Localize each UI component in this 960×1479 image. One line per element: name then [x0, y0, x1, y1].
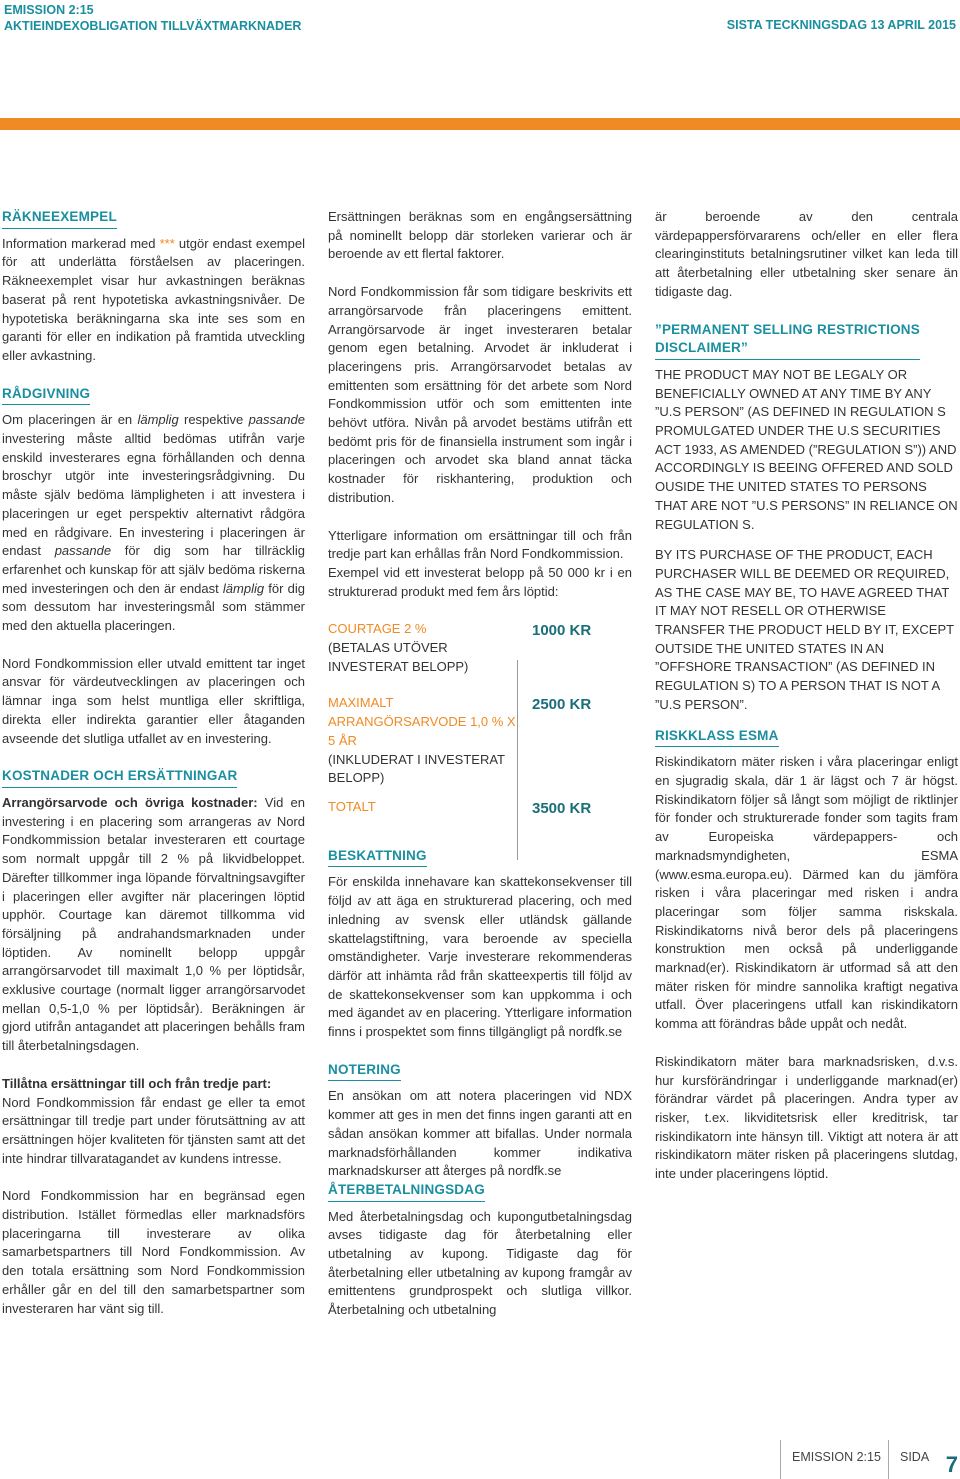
paragraph-risk-1: Riskindikatorn mäter risken i våra placeringar enligt en sjugradig skala, där 1 är lägst och 7 är högst. Riskindikatorn följer så långt som möjligt de riktlinjer för fonder och strukturerade fonder som tagits fram av Europeiska värdepappers- och marknadsmyndigheten, ESMA (www.esma.europa.eu). Därmed kan du jämföra risken i våra placeringar med risken i andra placeringar som följer samma riskskala. Riskindikatorns nivå beror dels på placeringens konstruktion men också på underliggande marknad(er). Riskindikatorn är utformad så att den mäter risken för mindre sannolika kraftigt negativa utfall. Över placeringens utfall kan riskindikatorn komma att förändras både uppåt och nedåt. — [655, 754, 958, 1032]
paragraph-ersattning-2: Nord Fondkommission får som tidigare beskrivits ett arrangörsarvode från placeringens emittent. Arrangörsarvode är inget investeraren betalar genom egen betalning. Arvodet är inkluderat i placeringens pris. Arrangörsarvodet betalas av emittenten som ersättning för det arbete som Nord Fondkommission utför och som emittenten inte behövt utföra. Nivån på arvodet bestäms utifrån ett bedömt pris för de finansiella instrument som ingår i placeringen och arvodet ska bland annat täcka kostnader för riskhantering, produktion och distribution. — [328, 284, 632, 505]
fee-value: 1000 KR — [532, 622, 592, 640]
paragraph-rakneexempel: Information markerad med *** utgör endast exempel för att underlätta förståelsen av placeringen. Räkneexemplet visar hur avkastningen beräknas baserat på rent hypotetiska avkastningsnivåer. De hypotetiska beräkningarna ska inte ses som en garanti för eller en indikation på framtida utveckling eller avkastning. — [2, 235, 305, 363]
column-left — [2, 208, 305, 1318]
product-title: AKTIEINDEXOBLIGATION TILLVÄXTMARKNADER — [4, 19, 302, 33]
paragraph-kostnader: Arrangörsarvode och övriga kostnader: Vid en investering i en placering som arrangeras av Nord Fondkommission betalar investeraren ett courtage som normalt uppgår till 2 % på likvidbeloppet. Därefter tillkommer inga löpande förvaltningsavgifter i placeringen eller avgifter när placeringen löptid upphör. Courtage kan däremot tillkomma vid försäljning på andrahandsmarknaden under löptiden. Av nominellt belopp uppgår arrangörsarvodet till maximalt 1,0 % per löptidsår, exklusive courtage (normalt ligger arrangörsarvodet mellan 0,5-1,0 % per löptidsår). Beräkningen är gjord utifrån antagandet att placeringen behålls fram till återbetalningsdagen. — [2, 794, 305, 1054]
paragraph-beskattning: För enskilda innehavare kan skattekonsekvenser till följd av att äga en strukturerad placering, och med inledning av svensk eller utländsk gällande skattelagstiftning, vara beroende av speciella omständigheter. Varje investerare rekommenderas därför att inhämta råd från skatteexpertis till följd av de skattekonsekvenser som kan uppkomma i och med ägandet av en placering. Ytterligare information finns i prospektet som finns tillgängligt på nordfk.se — [328, 874, 632, 1040]
paragraph-disclaimer: Nord Fondkommission eller utvald emittent tar inget ansvar för värdeutvecklingen av placeringen och lämnar inga som helst muntliga eller skriftliga, direkta eller indirekta garantier eller åtaganden avseende det slutliga utfallet av en investering. — [2, 655, 305, 746]
fee-label: MAXIMALT ARRANGÖRSARVODE 1,0 % X 5 ÅR — [328, 695, 516, 748]
page-header — [0, 0, 960, 40]
header-left — [4, 2, 301, 34]
fee-sublabel: (INKLUDERAT I INVESTERAT BELOPP) — [328, 751, 505, 786]
paragraph-notering: En ansökan om att notera placeringen vid NDX kommer att ges in men det finns ingen garanti att en sådan ansökan kommer att bifallas. Under normala marknadsförhållanden kommer indikativa marknadskurser att återges på nordfk.se — [328, 1088, 632, 1179]
heading-rakneexempel: RÄKNEEXEMPEL — [2, 208, 117, 229]
column-middle — [328, 208, 632, 1320]
paragraph-tillatna: Tillåtna ersättningar till och från tredje part: Nord Fondkommission får endast ge eller ta emot ersättningar till tredje part under förutsättning av att ersättningen höjer kvaliteten för tjänsten samt att det inte hindrar tillvaratagandet av kundens intresse. — [2, 1075, 305, 1166]
paragraph-restrictions-1: THE PRODUCT MAY NOT BE LEGALY OR BENEFICIALLY OWNED AT ANY TIME BY ANY ”U.S PERSON” (AS DEFINED IN REGULATION S PROMULGATED UNDER THE U.S SECURITIES ACT 1933, AS AMENDED (”REGULATION S”)) AND ACCORDINGLY IS BEEING OFFERED AND SOLD OUSIDE THE UNITED STATES TO PERSONS THAT ARE NOT ”U.S PERSONS” IN RELIANCE ON REGULATION S. — [655, 366, 958, 532]
page-footer — [780, 1440, 960, 1479]
fee-row-courtage — [328, 620, 632, 684]
fee-row-totalt — [328, 798, 632, 819]
fee-table-divider — [517, 660, 518, 860]
orange-divider-bar — [0, 118, 960, 130]
heading-notering: NOTERING — [328, 1061, 401, 1082]
fee-value: 2500 KR — [532, 696, 592, 714]
fee-row-arrangorsarvode — [328, 694, 632, 788]
fee-example-table — [328, 620, 632, 818]
paragraph-ersattning-3: Ytterligare information om ersättningar till och från tredje part kan erhållas från Nord Fondkommission. — [328, 527, 632, 562]
selling-restrictions-text — [655, 366, 958, 715]
column-right — [655, 208, 958, 1184]
paragraph-ersattning-4: Exempel vid ett investerat belopp på 50 000 kr i en strukturerad produkt med fem års löptid: — [328, 564, 632, 599]
heading-radgivning: RÅDGIVNING — [2, 385, 90, 406]
paragraph-restrictions-2: BY ITS PURCHASE OF THE PRODUCT, EACH PURCHASER WILL BE DEEMED OR REQUIRED, AS THE CASE MAY BE, TO HAVE AGREED THAT IT MAY NOT RESELL OR OTHERWISE TRANSFER THE PRODUCT HELD BY IT, EXCEPT OUTSIDE THE UNITED STATES IN AN ”OFFSHORE TRANSACTION” (AS DEFINED IN REGULATION S) TO A PERSON THAT IS NOT A ”U.S PERSON”. — [655, 547, 954, 712]
fee-label: TOTALT — [328, 798, 376, 814]
footer-page-label: SIDA — [900, 1450, 930, 1464]
footer-series: EMISSION 2:15 — [792, 1450, 881, 1464]
fee-sublabel: (BETALAS UTÖVER INVESTERAT BELOPP) — [328, 640, 469, 674]
paragraph-radgivning: Om placeringen är en lämplig respektive passande investering måste alltid bedömas utifrån varje enskild investerares egna förhållanden och denna broschyr utgör inte investeringsrådgivning. Du måste själv bedöma lämpligheten i att investera i placeringen ur eget perspektiv alternativt rådgöra med en rådgivare. En investering i placeringen är endast passande för dig som har tillräcklig erfarenhet och kunskap för att själv bedöma riskerna med investeringen och den är endast lämplig för dig som dessutom har investeringsmål som stämmer med den aktuella placeringen. — [2, 412, 305, 634]
paragraph-ersattning-1: Ersättningen beräknas som en engångsersättning på nominellt belopp där storleken varierar och är beroende av ett flertal faktorer. — [328, 209, 632, 262]
series-title: EMISSION 2:15 — [4, 3, 94, 17]
paragraph-distribution: Nord Fondkommission har en begränsad egen distribution. Istället förmedlas eller marknadsförs placeringarna till investerare av olika samarbetspartners till Nord Fondkommission. Av den totala ersättning som Nord Fondkommission erhåller går en del till den samarbetspartner som investeraren har vänt sig till. — [2, 1188, 305, 1316]
paragraph-risk-2: Riskindikatorn mäter bara marknadsrisken, d.v.s. hur kursförändringar i underliggande marknad(er) förändrar värdet på placeringen. Andra typer av risker, t.ex. likviditetsrisk eller kreditrisk, tar riskindikatorn inte hänsyn till. Viktigt att notera är att riskindikatorn mäter risken på placeringens slutdag, inte under placeringens löptid. — [655, 1053, 958, 1182]
last-subscription-day: SISTA TECKNINGSDAG 13 APRIL 2015 — [726, 18, 956, 32]
heading-permanent-selling: ”PERMANENT SELLING RESTRICTIONS DISCLAIMER” — [655, 321, 920, 360]
fee-label: COURTAGE 2 % — [328, 621, 427, 637]
paragraph-aterbetalningsdag: Med återbetalningsdag och kupongutbetalningsdag avses tidigaste dag för återbetalning eller utbetalning av kupong. Tidigaste dag för återbetalning eller utbetalning av kupong framgår av emittentens grundprospekt och slutliga villkor. Återbetalning och utbetalning — [328, 1208, 632, 1318]
paragraph-aterbetalning-cont: är beroende av den centrala värdepappersförvararens och/eller en eller flera clearinginstituts betalningsrutiner vilket kan leda till att återbetalning eller utbetalning sker senare än tidigaste dag. — [655, 209, 958, 299]
page-number: 7 — [945, 1452, 958, 1477]
fee-value: 3500 KR — [532, 799, 592, 817]
heading-beskattning: BESKATTNING — [328, 847, 427, 868]
stars-marker: *** — [159, 235, 175, 251]
heading-riskklass: RISKKLASS ESMA — [655, 727, 779, 748]
heading-kostnader: KOSTNADER OCH ERSÄTTNINGAR — [2, 767, 237, 788]
heading-aterbetalningsdag: ÅTERBETALNINGSDAG — [328, 1181, 485, 1202]
